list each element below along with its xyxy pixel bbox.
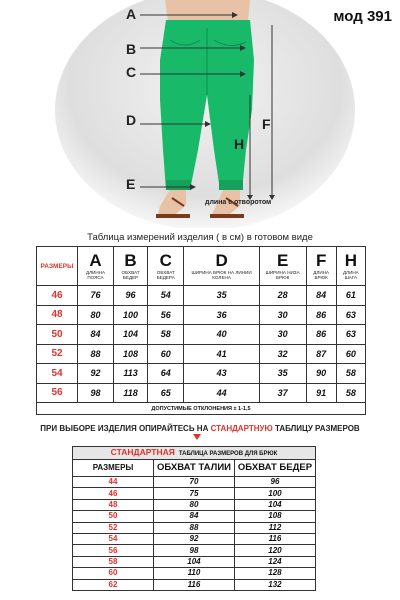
table-cell: 90 <box>306 364 336 384</box>
column-header <box>148 247 184 286</box>
notice-highlight: СТАНДАРТНУЮ <box>210 424 273 433</box>
table-cell: 92 <box>78 364 114 384</box>
table-cell: 75 <box>154 488 235 499</box>
column-label: ДЛИННА ПОЯСА <box>85 269 106 280</box>
table-cell: 63 <box>336 325 365 345</box>
column-label: ДЛИНА ШАГА <box>342 269 359 280</box>
table-row <box>73 579 316 590</box>
table-cell: 104 <box>234 499 315 510</box>
column-letter: F <box>315 250 327 270</box>
table-row <box>73 511 316 522</box>
column-header <box>306 247 336 286</box>
measurement-table-header <box>37 247 366 286</box>
column-letter: C <box>159 250 172 270</box>
table-row <box>73 522 316 533</box>
table-cell: 110 <box>154 568 235 579</box>
column-header <box>78 247 114 286</box>
column-header <box>336 247 365 286</box>
dimension-label-h: H <box>234 136 245 152</box>
table-cell: 96 <box>114 286 148 306</box>
table-cell: 61 <box>336 286 365 306</box>
size-cell: 52 <box>73 522 154 533</box>
table-row <box>37 364 366 384</box>
table-cell: 120 <box>234 545 315 556</box>
size-cell: 62 <box>73 579 154 590</box>
table-cell: 60 <box>148 344 184 364</box>
column-header-hips: ОБХВАТ БЕДЕР <box>234 460 315 477</box>
size-cell: 60 <box>73 568 154 579</box>
dimension-label-b: B <box>126 41 137 57</box>
table-cell: 37 <box>259 383 306 403</box>
table-cell: 41 <box>184 344 259 364</box>
table-cell: 116 <box>234 533 315 544</box>
table-cell: 100 <box>114 305 148 325</box>
size-cell: 50 <box>37 325 78 345</box>
table-cell: 98 <box>78 383 114 403</box>
table-cell: 35 <box>184 286 259 306</box>
table-cell: 116 <box>154 579 235 590</box>
table-cell: 86 <box>306 325 336 345</box>
column-letter: E <box>276 250 289 270</box>
table-cell: 104 <box>154 556 235 567</box>
measurement-table <box>36 246 366 415</box>
column-header-sizes: РАЗМЕРЫ <box>73 460 154 477</box>
table-cell: 86 <box>306 305 336 325</box>
tolerance-note: ДОПУСТИМЫЕ ОТКЛОНЕНИЯ ± 1-1,5 <box>37 403 366 415</box>
column-letter: B <box>124 250 137 270</box>
size-cell: 56 <box>73 545 154 556</box>
table-row <box>37 305 366 325</box>
table-cell: 100 <box>234 488 315 499</box>
table-cell: 63 <box>336 305 365 325</box>
size-column-header: РАЗМЕРЫ <box>37 247 78 286</box>
size-cell: 50 <box>73 511 154 522</box>
product-illustration <box>0 0 400 228</box>
table-cell: 54 <box>148 286 184 306</box>
size-cell: 46 <box>37 286 78 306</box>
standard-table-header <box>73 460 316 477</box>
dimension-label-d: D <box>126 112 137 128</box>
column-label: ОБХВАТ БЕДЕР <box>121 269 140 280</box>
size-cell: 54 <box>37 364 78 384</box>
dimension-label-e: E <box>126 176 136 192</box>
table-cell: 84 <box>306 286 336 306</box>
size-cell: 48 <box>37 305 78 325</box>
table-cell: 92 <box>154 533 235 544</box>
table-cell: 44 <box>184 383 259 403</box>
column-label: ДЛИНА БРЮК <box>313 269 330 280</box>
arrow-down-icon <box>193 434 201 440</box>
table-cell: 98 <box>154 545 235 556</box>
table-cell: 58 <box>336 364 365 384</box>
table-cell: 112 <box>234 522 315 533</box>
table-row <box>73 545 316 556</box>
size-cell: 44 <box>73 477 154 488</box>
table-row <box>37 344 366 364</box>
table-cell: 64 <box>148 364 184 384</box>
dimension-label-c: C <box>126 64 137 80</box>
table-row <box>73 477 316 488</box>
table-cell: 108 <box>114 344 148 364</box>
table-cell: 128 <box>234 568 315 579</box>
table-cell: 70 <box>154 477 235 488</box>
table-cell: 118 <box>114 383 148 403</box>
notice-text-start: ПРИ ВЫБОРЕ ИЗДЕЛИЯ ОПИРАЙТЕСЬ НА <box>40 424 211 433</box>
standard-table-subtitle: ТАБЛИЦА РАЗМЕРОВ ДЛЯ БРЮК <box>178 451 278 457</box>
table-cell: 35 <box>259 364 306 384</box>
table-cell: 96 <box>234 477 315 488</box>
column-header-waist: ОБХВАТ ТАЛИИ <box>154 460 235 477</box>
table-cell: 80 <box>154 499 235 510</box>
column-header <box>184 247 259 286</box>
size-cell: 48 <box>73 499 154 510</box>
table-cell: 124 <box>234 556 315 567</box>
tolerance-row <box>37 403 366 415</box>
table-cell: 56 <box>148 305 184 325</box>
table-cell: 36 <box>184 305 259 325</box>
notice-text-end: ТАБЛИЦУ РАЗМЕРОВ <box>272 424 360 433</box>
column-label: ШИРИНА НИЗА БРЮК <box>265 269 300 280</box>
table-cell: 91 <box>306 383 336 403</box>
table-cell: 58 <box>336 383 365 403</box>
column-header <box>259 247 306 286</box>
table-row <box>37 286 366 306</box>
table-cell: 28 <box>259 286 306 306</box>
size-cell: 46 <box>73 488 154 499</box>
table-row <box>37 383 366 403</box>
column-header <box>114 247 148 286</box>
standard-table-title <box>73 447 316 460</box>
standard-label: СТАНДАРТНАЯ <box>110 447 175 457</box>
size-cell: 56 <box>37 383 78 403</box>
column-letter: H <box>344 250 357 270</box>
table-cell: 87 <box>306 344 336 364</box>
dimension-label-f: F <box>262 116 271 132</box>
hem-length-caption: длина с отворотом <box>205 199 272 206</box>
table-row <box>73 533 316 544</box>
table-row <box>73 556 316 567</box>
column-label: ШИРИНА БРЮК НА ЛИНИИ КОЛЕНА <box>191 269 252 280</box>
table-cell: 40 <box>184 325 259 345</box>
table-cell: 43 <box>184 364 259 384</box>
table-cell: 58 <box>148 325 184 345</box>
table-cell: 30 <box>259 325 306 345</box>
table-cell: 30 <box>259 305 306 325</box>
measurement-table-title: Таблица измерений изделия ( в см) в готовом виде <box>87 232 313 243</box>
table-cell: 80 <box>78 305 114 325</box>
table-cell: 88 <box>154 522 235 533</box>
model-number: мод 391 <box>333 8 392 25</box>
dimension-label-a: A <box>126 6 137 22</box>
table-cell: 32 <box>259 344 306 364</box>
table-cell: 84 <box>78 325 114 345</box>
size-cell: 52 <box>37 344 78 364</box>
table-cell: 84 <box>154 511 235 522</box>
column-letter: D <box>215 250 228 270</box>
table-row <box>73 499 316 510</box>
table-cell: 113 <box>114 364 148 384</box>
table-cell: 65 <box>148 383 184 403</box>
table-row <box>73 568 316 579</box>
size-cell: 58 <box>73 556 154 567</box>
table-cell: 60 <box>336 344 365 364</box>
column-label: ОБХВАТ БЕДЕРА <box>156 269 175 280</box>
pants-figure <box>0 0 400 228</box>
size-cell: 54 <box>73 533 154 544</box>
size-notice <box>0 424 400 433</box>
table-cell: 104 <box>114 325 148 345</box>
table-cell: 88 <box>78 344 114 364</box>
table-cell: 76 <box>78 286 114 306</box>
table-cell: 108 <box>234 511 315 522</box>
standard-table-title-row <box>73 447 316 460</box>
table-row <box>73 488 316 499</box>
table-row <box>37 325 366 345</box>
standard-size-table <box>72 446 316 591</box>
table-cell: 132 <box>234 579 315 590</box>
column-letter: A <box>89 250 102 270</box>
